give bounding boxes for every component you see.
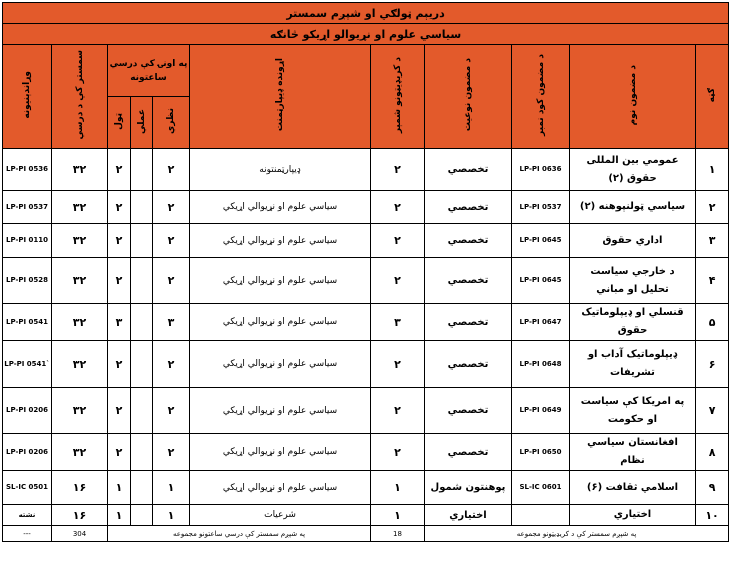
- row-subject-type: تخصصي: [425, 341, 512, 388]
- row-prerequisite: LP-PI 0541`: [3, 341, 52, 388]
- footer-credits-total: 18: [371, 526, 425, 542]
- row-subject-type: تخصصي: [425, 388, 512, 434]
- row-credits: ۲: [371, 258, 425, 304]
- row-subject-code: LP-PI 0636: [512, 149, 570, 191]
- row-department: سياسي علوم او نړيوالي اړيکي: [190, 224, 371, 258]
- row-theory-hours: ۱: [153, 471, 190, 505]
- row-subject-code: LP-PI 0650: [512, 434, 570, 471]
- row-credits: ۲: [371, 341, 425, 388]
- row-department: ډیپارټمنتونه: [190, 149, 371, 191]
- row-number: ۴: [696, 258, 729, 304]
- table-row: [3, 434, 729, 471]
- row-theory-hours: ۳: [153, 304, 190, 341]
- table-row: [3, 258, 729, 304]
- row-practical-hours: [131, 191, 153, 224]
- row-subject-type: تخصصي: [425, 304, 512, 341]
- row-subject-code: LP-PI 0645: [512, 258, 570, 304]
- row-total-hours: ۲: [108, 388, 131, 434]
- row-department: سياسي علوم او نړيوالي اړيکي: [190, 341, 371, 388]
- row-prerequisite: LP-PI 0206: [3, 434, 52, 471]
- row-subject-name: د خارجي سیاست تحلیل او مباني: [570, 258, 696, 304]
- row-credits: ۱: [371, 471, 425, 505]
- row-subject-type: تخصصي: [425, 149, 512, 191]
- footer-credits-label: په شپږم سمستر کې د کریډیټونو مجموعه: [425, 526, 729, 542]
- header-number: ګڼه: [696, 45, 729, 149]
- row-theory-hours: ۲: [153, 258, 190, 304]
- row-subject-code: LP-PI 0537: [512, 191, 570, 224]
- header-subject-type: د مضمون نوعیت: [425, 45, 512, 149]
- row-number: ۲: [696, 191, 729, 224]
- row-practical-hours: [131, 149, 153, 191]
- row-prerequisite: نشته: [3, 505, 52, 526]
- header-semester-hours: سمستر کې د درسي: [52, 45, 108, 149]
- row-subject-code: LP-PI 0647: [512, 304, 570, 341]
- row-theory-hours: ۲: [153, 388, 190, 434]
- row-subject-name: ډیپلوماتیک آداب او تشریفات: [570, 341, 696, 388]
- header-weekly-hours: په اونۍ کې درسي ساعتونه: [108, 45, 190, 97]
- row-total-hours: ۲: [108, 434, 131, 471]
- row-total-hours: ۲: [108, 149, 131, 191]
- table-row: [3, 304, 729, 341]
- row-practical-hours: [131, 341, 153, 388]
- table-row: [3, 505, 729, 526]
- table-subtitle: سياسي علوم او نړيوالو اړيکو څانګه: [3, 24, 729, 45]
- row-subject-type: تخصصي: [425, 191, 512, 224]
- row-number: ۸: [696, 434, 729, 471]
- row-practical-hours: [131, 471, 153, 505]
- row-credits: ۲: [371, 224, 425, 258]
- row-prerequisite: LP-PI 0541: [3, 304, 52, 341]
- row-subject-name: اسلامي ثقافت (۶): [570, 471, 696, 505]
- row-department: سياسي علوم او نړيوالي اړيکي: [190, 434, 371, 471]
- header-practical: عملي: [131, 97, 153, 149]
- row-semester-hours: ۳۲: [52, 149, 108, 191]
- row-subject-code: SL-IC 0601: [512, 471, 570, 505]
- row-credits: ۲: [371, 388, 425, 434]
- footer-hours-label: په شپږم سمستر کې درسي ساعتونو مجموعه: [108, 526, 371, 542]
- row-semester-hours: ۳۲: [52, 341, 108, 388]
- row-practical-hours: [131, 505, 153, 526]
- row-practical-hours: [131, 304, 153, 341]
- row-department: سياسي علوم او نړيوالي اړيکي: [190, 191, 371, 224]
- row-prerequisite: LP-PI 0528: [3, 258, 52, 304]
- row-practical-hours: [131, 434, 153, 471]
- row-total-hours: ۲: [108, 224, 131, 258]
- row-department: سياسي علوم او نړيوالي اړيکي: [190, 304, 371, 341]
- row-subject-type: پوهنتون شمول: [425, 471, 512, 505]
- curriculum-table: [2, 2, 729, 542]
- header-subject-code: د مضمون کود نمبر: [512, 45, 570, 149]
- row-credits: ۲: [371, 149, 425, 191]
- row-practical-hours: [131, 224, 153, 258]
- table-row: [3, 191, 729, 224]
- row-theory-hours: ۲: [153, 149, 190, 191]
- row-subject-type: تخصصي: [425, 258, 512, 304]
- row-semester-hours: ۳۲: [52, 304, 108, 341]
- header-subject-name: د مضمون نوم: [570, 45, 696, 149]
- row-number: ۳: [696, 224, 729, 258]
- table-body: [3, 149, 729, 526]
- row-prerequisite: LP-PI 0536: [3, 149, 52, 191]
- row-practical-hours: [131, 258, 153, 304]
- row-subject-name: افغانستان سیاسي نظام: [570, 434, 696, 471]
- row-semester-hours: ۳۲: [52, 434, 108, 471]
- row-semester-hours: ۳۲: [52, 191, 108, 224]
- row-prerequisite: LP-PI 0110: [3, 224, 52, 258]
- row-semester-hours: ۱۶: [52, 471, 108, 505]
- row-credits: ۱: [371, 505, 425, 526]
- row-credits: ۲: [371, 434, 425, 471]
- row-total-hours: ۲: [108, 258, 131, 304]
- row-credits: ۳: [371, 304, 425, 341]
- row-total-hours: ۱: [108, 505, 131, 526]
- header-department: اړونده ډیپارټمنت: [190, 45, 371, 149]
- row-total-hours: ۲: [108, 341, 131, 388]
- row-prerequisite: LP-PI 0537: [3, 191, 52, 224]
- header-total: ټول: [108, 97, 131, 149]
- row-number: ۹: [696, 471, 729, 505]
- row-subject-code: [512, 505, 570, 526]
- table-row: [3, 388, 729, 434]
- row-semester-hours: ۱۶: [52, 505, 108, 526]
- row-theory-hours: ۲: [153, 341, 190, 388]
- row-theory-hours: ۱: [153, 505, 190, 526]
- row-total-hours: ۳: [108, 304, 131, 341]
- table-row: [3, 149, 729, 191]
- row-semester-hours: ۳۲: [52, 388, 108, 434]
- row-subject-code: LP-PI 0649: [512, 388, 570, 434]
- row-number: ۱: [696, 149, 729, 191]
- row-subject-name: اختیاري: [570, 505, 696, 526]
- table-title: دريېم ټولګي او شپږم سمستر: [3, 3, 729, 24]
- row-total-hours: ۲: [108, 191, 131, 224]
- header-credits: د کریډیټونو شمېر: [371, 45, 425, 149]
- row-semester-hours: ۳۲: [52, 258, 108, 304]
- row-semester-hours: ۳۲: [52, 224, 108, 258]
- row-number: ۶: [696, 341, 729, 388]
- table-row: [3, 341, 729, 388]
- row-theory-hours: ۲: [153, 434, 190, 471]
- footer-hours-total: 304: [52, 526, 108, 542]
- row-subject-name: قنسلي او ډيپلوماتيک حقوق: [570, 304, 696, 341]
- row-prerequisite: LP-PI 0206: [3, 388, 52, 434]
- table-row: [3, 224, 729, 258]
- row-practical-hours: [131, 388, 153, 434]
- row-department: سياسي علوم او نړيوالي اړيکي: [190, 258, 371, 304]
- row-number: ۱۰: [696, 505, 729, 526]
- row-subject-name: سیاسي ټولنپوهنه (۲): [570, 191, 696, 224]
- row-number: ۵: [696, 304, 729, 341]
- row-subject-code: LP-PI 0648: [512, 341, 570, 388]
- header-theory: نظري: [153, 97, 190, 149]
- row-prerequisite: SL-IC 0501: [3, 471, 52, 505]
- table-row: [3, 471, 729, 505]
- row-department: شرعيات: [190, 505, 371, 526]
- row-subject-type: تخصصي: [425, 224, 512, 258]
- row-department: سياسي علوم او نړيوالي اړيکي: [190, 471, 371, 505]
- row-subject-name: په امریکا کې سیاست او حکومت: [570, 388, 696, 434]
- footer-prereq-total: ---: [3, 526, 52, 542]
- row-subject-name: عمومي بین المللی حقوق (۲): [570, 149, 696, 191]
- row-theory-hours: ۲: [153, 224, 190, 258]
- row-department: سياسي علوم او نړيوالي اړيکي: [190, 388, 371, 434]
- row-theory-hours: ۲: [153, 191, 190, 224]
- header-prerequisite: وړاندېنیونه: [3, 45, 52, 149]
- row-total-hours: ۱: [108, 471, 131, 505]
- row-subject-code: LP-PI 0645: [512, 224, 570, 258]
- row-subject-name: اداري حقوق: [570, 224, 696, 258]
- row-number: ۷: [696, 388, 729, 434]
- row-subject-type: اختياري: [425, 505, 512, 526]
- row-subject-type: تخصصي: [425, 434, 512, 471]
- row-credits: ۲: [371, 191, 425, 224]
